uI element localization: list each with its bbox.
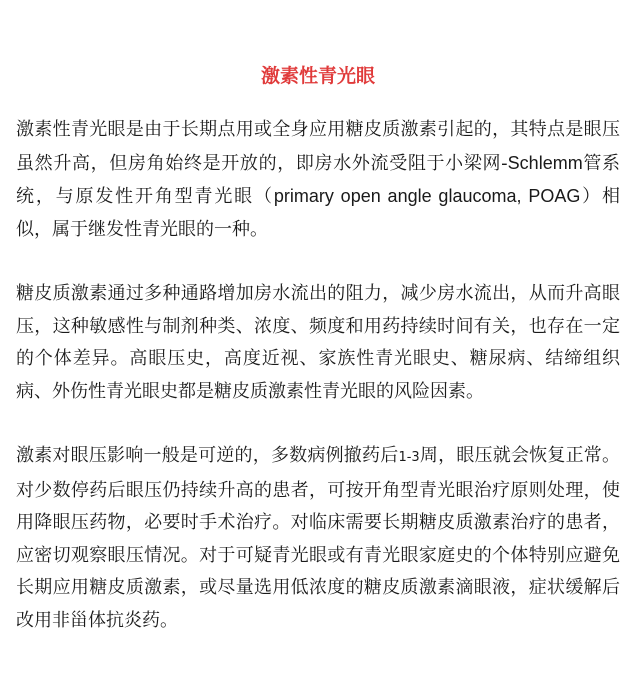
article-title: 激素性青光眼 xyxy=(260,65,375,87)
paragraph-text: primary open angle glaucoma, POAG xyxy=(273,186,581,206)
paragraph-text: 激素性青光眼是由于长期点用或全身应用糖皮质激素引起的，其特点是眼压虽然升高，但房角始终是开放的，即房水外流受阻于小梁网- xyxy=(16,119,620,174)
paragraph-2 xyxy=(16,278,620,408)
paragraph-text: Schlemm xyxy=(507,152,583,173)
paragraph-1 xyxy=(16,114,620,246)
paragraph-text: ）相似，属于继发性青光眼的一种。 xyxy=(16,186,621,240)
paragraph-text: 周，眼压就会恢复正常。对少数停药后眼压仍持续升高的患者，可按开角型青光眼治疗原则处理，使用降眼压药物，必要时手术治疗。对临床需要长期糖皮质激素治疗的患者，应密切观察眼压情况。对于可疑青光眼或有青光眼家庭史的个体特别应避免长期应用糖皮质激素，或尽量选用低浓度的糖皮质激素滴眼液，症状缓解后改用非甾体抗炎药。 xyxy=(16,445,621,631)
paragraph-text: 激素对眼压影响一般是可逆的，多数病例撤药后 xyxy=(16,445,399,466)
paragraph-text: 管系统，与原发性开角型青光眼（ xyxy=(16,152,621,207)
paragraph-text: 糖皮质激素通过多种通路增加房水流出的阻力，减少房水流出，从而升高眼压，这种敏感性与制剂种类、浓度、频度和用药持续时间有关，也存在一定的个体差异。高眼压史，高度近视、家族性青光眼史、糖尿病、结缔组织病、外伤性青光眼史都是糖皮质激素性青光眼的风险因素。 xyxy=(16,283,620,402)
paragraph-text: 1-3 xyxy=(398,450,420,465)
paragraph-3 xyxy=(16,440,620,637)
article xyxy=(16,58,620,669)
